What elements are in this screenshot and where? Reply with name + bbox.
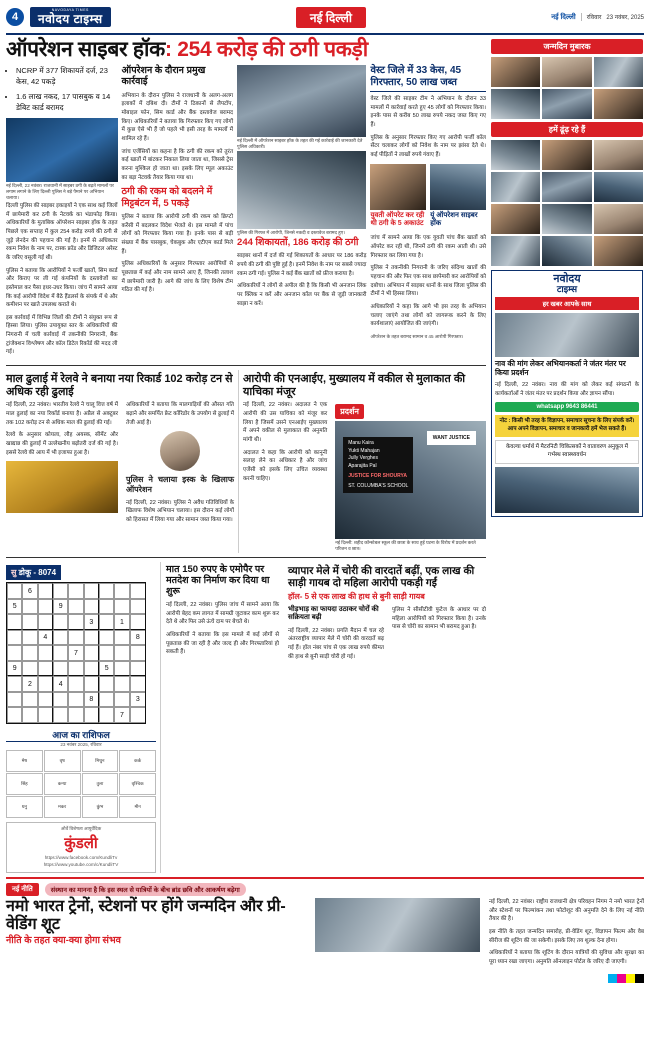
nia-text-col [243,401,327,553]
sudoku-cell[interactable] [7,692,22,708]
sudoku-cell[interactable] [68,614,83,630]
lead-col-2 [122,65,234,361]
sudoku-cell[interactable] [68,661,83,677]
missing-photo [491,140,540,170]
bottom-stories-row [166,562,486,665]
birthday-section-head: जन्मदिन मुबारक [491,39,643,54]
complaints-stat-body [237,252,366,308]
missing-photo [491,204,540,234]
sudoku-cell[interactable] [22,614,37,630]
sudoku-cell[interactable] [130,676,145,692]
sudoku-cell[interactable]: 5 [7,599,22,615]
nia-content [243,401,486,553]
sudoku-cell[interactable] [99,599,114,615]
sudoku-cell[interactable] [22,692,37,708]
sudoku-grid[interactable] [6,582,146,724]
bottom-stories [160,562,486,873]
sudoku-cell[interactable] [7,676,22,692]
protest-photo-col [331,401,486,553]
lead-col-1 [6,65,118,361]
main-column [6,39,486,873]
policy-pill: संस्थान का मानना है कि इस स्थल से यात्रियों के बीच ब्रांड छवि और आकर्षण बढ़ेगा [45,883,246,896]
birthday-photo [491,57,540,87]
paragraph: नई दिल्ली, 22 नवंबर। राष्ट्रीय राजधानी क्षेत्र परिवहन निगम ने नमो भारत ट्रेनों और स्टेशनों पर फिल्मांकन तथा फोटोशूट की अनुमति देने के लिए नई नीति तैयार की है। [489,899,644,923]
paragraph: अधिकारियों ने बताया कि मालगाड़ियों की औसत गति बढ़ाने और समर्पित फ्रेट कॉरिडोर के उपयोग से ढुलाई में तेजी आई है। [126,402,234,426]
paragraph: नई दिल्ली, 22 नवंबर। प्रगति मैदान में चल रहे अंतरराष्ट्रीय व्यापार मेले में चोरी की वारदातें बढ़ गई हैं। हॉल नंबर पांच से एक लाख रुपये कीमत की हाथ से बुनी साड़ी चोरी हो गई। [288,627,384,660]
paragraph: अभियान के दौरान पुलिस ने राजधानी के अलग-अलग इलाकों में दबिश दी। टीमों ने ठिकानों से लैपटॉप, मोबाइल फोन, सिम कार्ड और बैंक दस्तावेज बरामद किए। अधिकारियों ने बताया कि गिरफ्तार किए गए लोगों में कुछ ऐसे भी हैं जो पहले भी इसी तरह के मामलों में शामिल रहे हैं। [121,92,234,143]
publish-date: 23 नवंबर, 2025 [606,15,644,21]
paragraph: पुलिस ने बताया कि आरोपी ठगी की रकम को क्रिप्टो करेंसी में बदलकर विदेश भेजते थे। इस मामले में पांच लोगों को गिरफ्तार किया गया है। इनके पास से बड़ी संख्या में बैंक पासबुक, चेकबुक और एटीएम कार्ड मिले हैं। [121,214,234,255]
lead-headline-colon: : [164,38,172,61]
operation-actions-body [122,92,234,183]
missing-photo [594,140,643,170]
horoscope-sign: धनु [6,796,43,818]
story-trade-fair-subhead: हॉल- 5 से एक लाख की हाथ से बुनी साड़ी गायब [288,592,425,602]
horoscope-sign: कुंभ [82,796,119,818]
sudoku-cell[interactable]: 8 [130,630,145,646]
sudoku-cell[interactable] [38,599,53,615]
sudoku-cell[interactable]: 8 [84,692,99,708]
cyber-hawk-photo-caption: ऑपरेशन के तहत बरामद सामान व 45 आरोपी गिरफ्तार। [370,333,464,339]
rail-story-body [495,381,639,398]
bottom-divider [6,877,644,879]
sudoku-cell[interactable] [84,630,99,646]
horoscope-date: 23 नवंबर 2025, रविवार [60,741,102,747]
birthday-photo [491,89,540,119]
paragraph: नई दिल्ली, 22 नवंबर। नाव की मांग को लेकर कई संगठनों के कार्यकर्ताओं ने जंतर मंतर पर प्रदर्शन किया और ज्ञापन सौंपा। [495,382,639,397]
rail-story-photo [495,313,639,357]
sudoku-cell[interactable] [130,583,145,599]
cmyk-yellow [626,974,635,983]
promo-tagline: हर खबर आपके साथ [495,297,639,310]
placard-line: Manu Kaira [348,440,374,447]
woman-accounts-subhead: युवती ऑपरेट कर रही थी ठगी के 5 अकाउंट [370,211,425,228]
sudoku-cell[interactable] [114,599,129,615]
placard-right [427,431,476,445]
trade-fair-body-row [288,606,486,665]
horoscope-sign: मिथुन [82,750,119,772]
edition-city: नई दिल्ली [551,13,576,21]
sudoku-cell[interactable]: 3 [84,614,99,630]
sudoku-cell[interactable]: 9 [7,661,22,677]
sudoku-title-main: डोकू - 8074 [18,568,57,578]
sudoku-cell[interactable] [53,692,68,708]
paragraph: नई दिल्ली, 22 नवंबर। पुलिस जांच में सामने आया कि आरोपी बेहद कम लागत में सामग्री जुटाकर काम शुरू कर देते थे और फिर उसे ऊंचे दाम पर बेचते थे। [166,602,279,626]
cyber-hawk-body [370,234,486,329]
rail-bottom-photo [495,467,639,513]
sudoku-cell[interactable] [68,707,83,723]
trade-fair-kicker: भीड़भाड़ का फायदा उठाकर चोरों की सक्रियता बढ़ी [288,606,379,622]
paragraph: जांच एजेंसियों का कहना है कि ठगी की रकम को तुरंत कई खातों में बांटकर निकाल लिया जाता था, जिससे ट्रेस करना मुश्किल हो जाता था। इसके लिए म्यूल अकाउंट का बड़ा नेटवर्क तैयार किया गया था। [121,148,234,181]
sudoku-cell[interactable]: 1 [114,614,129,630]
lead-col-4 [370,65,486,361]
sudoku-cell[interactable] [68,599,83,615]
placard-line: JUSTICE FOR SHOURYA [348,473,408,480]
lead-headline-part2: 254 करोड़ की ठगी पकड़ी [177,38,368,61]
birthday-photo [542,57,591,87]
nia-headline: आरोपी की एनआईए, मुख्यालय में वकील से मुलाकात की याचिका मंजूर [243,373,466,398]
protest-photo-caption: नई दिल्ली: शहीद कॉन्स्टेबल स्कूल की छात्रा के साथ हुई घटना के विरोध में प्रदर्शन करते परिजन व छात्र। [335,540,476,552]
namo-bharat-body [489,898,644,967]
story-emopair [166,562,279,665]
page-columns [6,39,644,873]
promo-logo-line1: नवोदय [553,273,581,285]
sudoku-title-prefix: सु [11,568,17,578]
cmyk-black [635,974,644,983]
paragraph: नई दिल्ली, 22 नवंबर। पुलिस ने अवैध गतिविधियों के खिलाफ विशेष अभियान चलाया। इस दौरान कई लोगों को हिरासत में लिया गया और सामान जब्त किया गया। [126,499,234,523]
protest-photo [335,421,486,539]
sudoku-cell[interactable] [84,599,99,615]
page-number-badge: 4 [6,8,24,26]
sudoku-cell[interactable]: 9 [53,599,68,615]
sudoku-cell[interactable] [114,692,129,708]
west-district-boxhead: वेस्ट जिले में 33 केस, 45 गिरफ्तार, 50 लाख जब्त [370,65,486,92]
paragraph: अधिकारियों ने लोगों से अपील की है कि किसी भी अनजान लिंक पर क्लिक न करें और अनजान कॉल पर बैंक से जुड़ी जानकारी साझा न करें। [237,283,367,307]
lead-headline [6,39,486,61]
right-rail [491,39,643,873]
promo-box [491,270,643,517]
placard-line: Jully Verghes [348,455,378,462]
sudoku-cell[interactable] [99,630,114,646]
sudoku-cell[interactable] [53,707,68,723]
sudoku-cell[interactable] [114,630,129,646]
paragraph: अधिकारियों ने कहा कि आगे भी इस तरह के अभियान चलाए जाएंगे तथा लोगों को जागरूक करने के लिए कार्यशालाएं आयोजित की जाएंगी। [370,304,486,328]
ad-url-facebook[interactable]: https://www.facebook.com/KundliTv [44,855,118,861]
sudoku-cell[interactable] [22,599,37,615]
paragraph: पुलिस ने बताया कि आरोपियों ने फर्जी खातों, सिम कार्ड और किराए पर ली गई कंपनियों के दस्तावेजों का इस्तेमाल कर पैसा इधर-उधर किया। जांच में सामने आया कि कई आरोपी विदेश में बैठे हैंडलर्स के संपर्क में थे और कमीशन पर खाते उपलब्ध कराते थे। [6,267,118,309]
namo-bharat-subline: नीति के तहत क्या-क्या होगा संभव [6,935,121,947]
missing-photo [542,172,591,202]
horoscope-sign: कन्या [44,773,81,795]
birthday-photo [594,57,643,87]
placard-line: Yukti Mahajan [348,447,380,454]
sudoku-cell[interactable] [68,630,83,646]
horoscope-grid [6,750,156,818]
sudoku-cell[interactable] [68,676,83,692]
sudoku-cell[interactable] [99,707,114,723]
publish-day: रविवार [581,13,602,21]
sudoku-cell[interactable] [84,676,99,692]
birthday-photo [594,89,643,119]
horoscope-sign: कर्क [119,750,156,772]
story-trade-fair [283,562,486,665]
sudoku-cell[interactable]: 2 [22,676,37,692]
paragraph: पुलिस के अनुसार गिरफ्तार किए गए आरोपी फर्जी कॉल सेंटर चलाकर लोगों को निवेश के नाम पर झांसा देते थे। कई पीड़ितों ने लाखों रुपये गंवाए हैं। [370,134,486,158]
namo-bharat-photo [315,898,480,952]
sudoku-cell[interactable] [22,707,37,723]
trade-fair-col-2 [388,606,486,665]
woman-accused-photo [370,164,426,210]
paragraph: पुलिस अधिकारियों के अनुसार गिरफ्तार आरोपियों से पूछताछ में कई और नाम सामने आए हैं, जिनकी तलाश में छापेमारी जारी है। आगे की जांच के लिए विशेष टीम गठित की गई है। [121,261,234,294]
sudoku-cell[interactable] [99,583,114,599]
trade-fair-col-1 [288,606,384,665]
police-officers-photo [237,65,366,137]
masthead-meta [551,13,644,22]
horoscope-sign: वृश्चिक [119,773,156,795]
missing-photo [542,236,591,266]
paragraph: नई दिल्ली, 22 नवंबर। अदालत ने एक आरोपी की उस याचिका को मंजूर कर लिया है जिसमें उसने एनआईए मुख्यालय में अपने वकील से मुलाकात की अनुमति मांगी थी। [243,402,328,444]
rail-story [495,313,639,398]
sudoku-cell[interactable]: 3 [130,692,145,708]
sudoku-cell[interactable] [99,692,114,708]
sudoku-cell[interactable] [130,599,145,615]
sudoku-cell[interactable] [53,645,68,661]
puzzle-column [6,562,156,873]
paragraph: वेस्ट जिले की साइबर टीम ने अभियान के दौरान 33 मामलों में कार्रवाई करते हुए 45 लोगों को गिरफ्तार किया। इनके पास से करीब 50 लाख रुपये नकद जब्त किए गए हैं। [370,96,486,129]
paragraph: साइबर थानों में दर्ज की गई शिकायतों के आधार पर 186 करोड़ रुपये की ठगी की पुष्टि हुई है। इनमें निवेश के नाम पर सबसे ज्यादा रकम ठगी गई। पुलिस ने कई बैंक खातों को फ्रीज कराया है। [237,253,367,277]
sudoku-cell[interactable] [84,583,99,599]
paragraph: दिल्ली पुलिस की साइबर इकाइयों ने एक साथ कई जिलों में छापेमारी कर ठगी के नेटवर्क का भंडाफोड़ किया। अधिकारियों के मुताबिक ऑपरेशन साइबर हॉक के तहत पिछले एक सप्ताह में कुल 254 करोड़ रुपये की ठगी से जुड़े लेनदेन की पहचान की गई है। इनमें से अधिकतर रकम निवेश के नाम पर, टास्क फ्रॉड और डिजिटल अरेस्ट के जरिए वसूली गई थी। [6,202,118,261]
sudoku-cell[interactable] [53,630,68,646]
sudoku-cell[interactable]: 4 [53,676,68,692]
sudoku-cell[interactable] [114,676,129,692]
sudoku-cell[interactable] [53,583,68,599]
sudoku-cell[interactable]: 5 [99,661,114,677]
sudoku-cell[interactable] [130,645,145,661]
sudoku-title [6,565,61,580]
logo-hindi-name: नवोदय टाइम्स [38,11,103,26]
paragraph: पुलिस ने सीसीटीवी फुटेज के आधार पर दो महिला आरोपियों को गिरफ्तार किया है। उनके पास से चोरी का सामान भी बरामद हुआ है। [391,607,486,631]
ad-logo: कुंडली [64,834,98,852]
sudoku-cell[interactable] [38,707,53,723]
horoscope-sign: मकर [44,796,81,818]
edition-tab-wrap [117,7,546,28]
nia-body [243,401,327,483]
police-op-body [126,475,234,524]
namo-bharat-headline: नमो भारत ट्रेनों, स्टेशनों पर होंगे जन्मदिन और प्री-वेडिंग शूट [6,898,286,933]
sudoku-cell[interactable]: 7 [68,645,83,661]
masthead-rule [6,33,644,35]
sudoku-cell[interactable]: 4 [38,630,53,646]
lead-bullets [6,65,118,113]
missing-photo-grid [491,140,643,266]
horoscope-block [6,728,156,818]
railway-text-col [6,401,118,528]
story-trade-fair-head: व्यापार मेले में चोरी की वारदातें बढ़ीं, एक लाख की साड़ी गायब दो महिला आरोपी पकड़ी गईं [288,565,475,590]
publication-logo [30,7,111,27]
railway-content [6,401,234,528]
placard-line: Aparajita Pal [348,462,377,469]
sudoku-cell[interactable] [38,661,53,677]
sudoku-cell[interactable] [99,676,114,692]
cyber-hawk-photo [430,164,486,210]
sudoku-cell[interactable] [68,583,83,599]
bottom-banner-text [6,898,306,971]
sudoku-cell[interactable] [114,645,129,661]
operation-actions-subhead: ऑपरेशन के दौरान प्रमुख कार्रवाई [121,65,206,88]
sudoku-cell[interactable] [22,645,37,661]
lead-col-3 [237,65,366,361]
placard-line: ST. COLUMBA'S SCHOOL [348,482,409,489]
lower-band [6,562,486,873]
list-item: • NCRP में 377 शिकायतें दर्ज, 23 केस, 42 पकड़े [16,65,118,88]
lead-illustration-caption: नई दिल्ली, 22 नवंबर। राजधानी में साइबर ठगी के बढ़ते मामलों पर लगाम लगाने के लिए दिल्ली पुलिस ने बड़े पैमाने पर अभियान चलाया। [6,183,114,200]
paragraph: अधिकारियों ने बताया कि इस मामले में कई लोगों से पूछताछ की जा रही है और जल्द ही और गिरफ्तारियां हो सकती हैं। [166,632,279,656]
lead-illustration [6,118,118,182]
sudoku-cell[interactable] [38,583,53,599]
protest-tag: प्रदर्शन [335,404,364,419]
accused-photo [237,151,366,229]
missing-photo [542,204,591,234]
sudoku-cell[interactable] [22,630,37,646]
bottom-banner-tagline [6,883,644,896]
horoscope-title: आज का राशिफल [6,728,156,742]
railway-headline: माल ढुलाई में रेलवे ने बनाया नया रिकार्ड 102 करोड़ टन से अधिक रही ढुलाई [6,373,233,398]
ad-url-youtube[interactable]: https://www.youtube.com/c/KundliTV [43,862,119,868]
logo-latin-name: NAVODAYA TIMES [51,8,89,13]
railway-text-col-2 [122,401,234,528]
horoscope-sign: मीन [119,796,156,818]
sudoku-cell[interactable] [7,707,22,723]
policy-tag: नई नीति [6,883,39,896]
sudoku-cell[interactable] [84,645,99,661]
lead-body [6,202,118,357]
train-photo [6,461,118,513]
namo-bharat-photo-col [310,898,480,971]
paragraph: रेलवे के अनुसार कोयला, लौह अयस्क, सीमेंट और खाद्यान्न की ढुलाई में उल्लेखनीय बढ़ोतरी दर्ज की गई है। इससे रेलवे की आय में भी इजाफा हुआ है। [6,432,118,456]
notice-strip-1: नोट : किसी भी तरह के विज्ञापन, समाचार सूचना के लिए संपर्क करें। आप अपने विज्ञापन, समाचार व जानकारी हमें भेज सकते हैं। [495,415,639,437]
cyber-hawk-subhead: यूं ऑपरेशन साइबर हॉक [430,211,478,228]
mid-right [238,370,486,553]
horoscope-sign: मेष [6,750,43,772]
section-divider-2 [6,557,486,558]
railway-seal-icon [160,431,200,471]
trade-fair-body [288,627,384,662]
list-item: • 1.6 लाख नकद, 17 पासबुक व 14 डेबिट कार्ड बरामद [16,91,118,114]
horoscope-sign: तुला [82,773,119,795]
horoscope-sign: सिंह [6,773,43,795]
sudoku-cell[interactable] [38,614,53,630]
cmyk-cyan [608,974,617,983]
crypto-body [122,213,234,295]
cmyk-registration-marks [6,974,644,983]
sudoku-cell[interactable] [130,707,145,723]
paragraph: पुलिस ने तकनीकी निगरानी के जरिए संदिग्ध खातों की पहचान की और फिर एक साथ छापेमारी कर आरोपियों को दबोचा। अभियान में साइबर थानों के साथ जिला पुलिस की टीमों ने भी हिस्सा लिया। [370,265,486,298]
edition-tab: नई दिल्ली [296,7,366,28]
sudoku-cell[interactable] [7,645,22,661]
sudoku-cell[interactable] [7,583,22,599]
paragraph: नई दिल्ली, 22 नवंबर। भारतीय रेलवे ने चालू वित्त वर्ष में माल ढुलाई का नया रिकॉर्ड बनाया है। अप्रैल से अक्टूबर तक 102 करोड़ टन से अधिक माल की ढुलाई की गई। [6,402,118,426]
missing-photo [491,172,540,202]
sudoku-cell[interactable] [130,661,145,677]
sudoku-cell[interactable] [22,661,37,677]
west-district-body [370,95,486,160]
ad-line1: और्वे विशेषता आयुर्वेदिक [60,825,102,831]
police-op-head: पुलिस ने चलाया इस्क के खिलाफ ऑपरेशन [126,475,234,494]
promo-logo-line2: टाइम्स [556,284,578,294]
placard-line: WANT JUSTICE [432,435,470,442]
cmyk-magenta [617,974,626,983]
paragraph: इस नीति के तहत जन्मदिन समारोह, प्री-वेडिंग शूट, विज्ञापन फिल्म और वेब सीरीज की शूटिंग की जा सकेगी। इसके लिए तय शुल्क देना होगा। [489,928,644,944]
story-emopair-head: मात 150 रुपए के एमोपैर पर मतदेश का निर्माण कर दिया था शुरू [166,564,270,598]
missing-section-head: हमें ढूंढ़ रहे हैं [491,122,643,137]
birthday-photo-grid [491,57,643,119]
paragraph: अदालत ने कहा कि आरोपी को कानूनी सलाह लेने का अधिकार है और जांच एजेंसी को इसके लिए उचित व्यवस्था करनी चाहिए। [243,449,328,482]
section-divider-1 [6,365,486,366]
bottom-banner-content [6,898,644,971]
sudoku-cell[interactable] [130,614,145,630]
railway-body [6,401,118,457]
complaints-stat-head: 244 शिकायतों, 186 करोड़ की ठगी [237,236,359,248]
lead-story-grid [6,65,486,361]
paragraph: इस कार्रवाई में विभिन्न जिलों की टीमों ने संयुक्त रूप से हिस्सा लिया। पुलिस उपायुक्त स्तर के अधिकारियों की निगरानी में चली कार्रवाई में तकनीकी निगरानी, बैंक ट्रांजेक्शन विश्लेषण और कॉल डिटेल रिकॉर्ड की मदद ली गई। [6,314,118,356]
sudoku-cell[interactable] [7,630,22,646]
sudoku-cell[interactable] [84,661,99,677]
sudoku-cell[interactable] [114,583,129,599]
sudoku-cell[interactable] [38,676,53,692]
sudoku-cell[interactable] [114,661,129,677]
paragraph: जांच में सामने आया कि एक युवती पांच बैंक खातों को ऑपरेट कर रही थी, जिनमें ठगी की रकम आती थी। उसे गिरफ्तार कर लिया गया है। [370,235,486,259]
railway-body-2 [126,401,234,427]
sub-photo-row [370,164,486,233]
trade-fair-body-2 [392,606,486,632]
sudoku-cell[interactable] [7,614,22,630]
lead-headline-part1: ऑपरेशन साइबर हॉक [6,38,165,61]
sudoku-cell[interactable]: 7 [114,707,129,723]
horoscope-sign: वृष [44,750,81,772]
sudoku-cell[interactable] [38,645,53,661]
missing-photo [594,204,643,234]
sudoku-cell[interactable] [84,707,99,723]
namo-bharat-body-col [484,898,644,971]
whatsapp-contact[interactable]: whatsapp 9643 86441 [495,402,639,412]
police-officers-photo-caption: नई दिल्ली में ऑपरेशन साइबर हॉक के तहत की गई कार्रवाई की जानकारी देते पुलिस अधिकारी। [237,138,363,150]
notice-strip-2: केवल्या धर्मार्थ में मैटरनिटी चिकित्सकों ने वातावरण अनुकूल में गर्भस्थ स्वास्थ्यवर्धन [495,440,639,464]
sudoku-cell[interactable] [68,692,83,708]
mid-band [6,370,486,553]
sudoku-cell[interactable]: 6 [22,583,37,599]
placard-left [343,437,413,493]
missing-photo [594,236,643,266]
bottom-banner [6,883,644,971]
missing-photo [491,236,540,266]
missing-photo [542,140,591,170]
accused-photo-caption: पुलिस की गिरफ्त में आरोपी, जिनसे नकदी व दस्तावेज बरामद हुए। [237,229,345,235]
sudoku-cell[interactable] [53,661,68,677]
crypto-subhead: ठगी की रकम को बदलने में मिट्टबंटन में, 5 पकड़े [121,186,213,209]
paragraph: अधिकारियों ने बताया कि शूटिंग के दौरान यात्रियों की सुविधा और सुरक्षा का पूरा ध्यान रखा जाएगा। अनुमति ऑनलाइन पोर्टल के जरिए दी जाएगी। [489,950,644,965]
sudoku-cell[interactable] [53,614,68,630]
birthday-photo [542,89,591,119]
masthead [6,4,644,30]
sudoku-cell[interactable] [38,692,53,708]
mid-left [6,370,234,553]
sudoku-cell[interactable] [99,645,114,661]
advertisement[interactable] [6,822,156,873]
missing-photo [594,172,643,202]
story-emopair-body [166,601,279,657]
rail-story-head: नाव की मांग लेकर अभियानकर्ता ने जंतर मंतर पर किया प्रदर्शन [495,359,626,377]
sudoku-cell[interactable] [99,614,114,630]
